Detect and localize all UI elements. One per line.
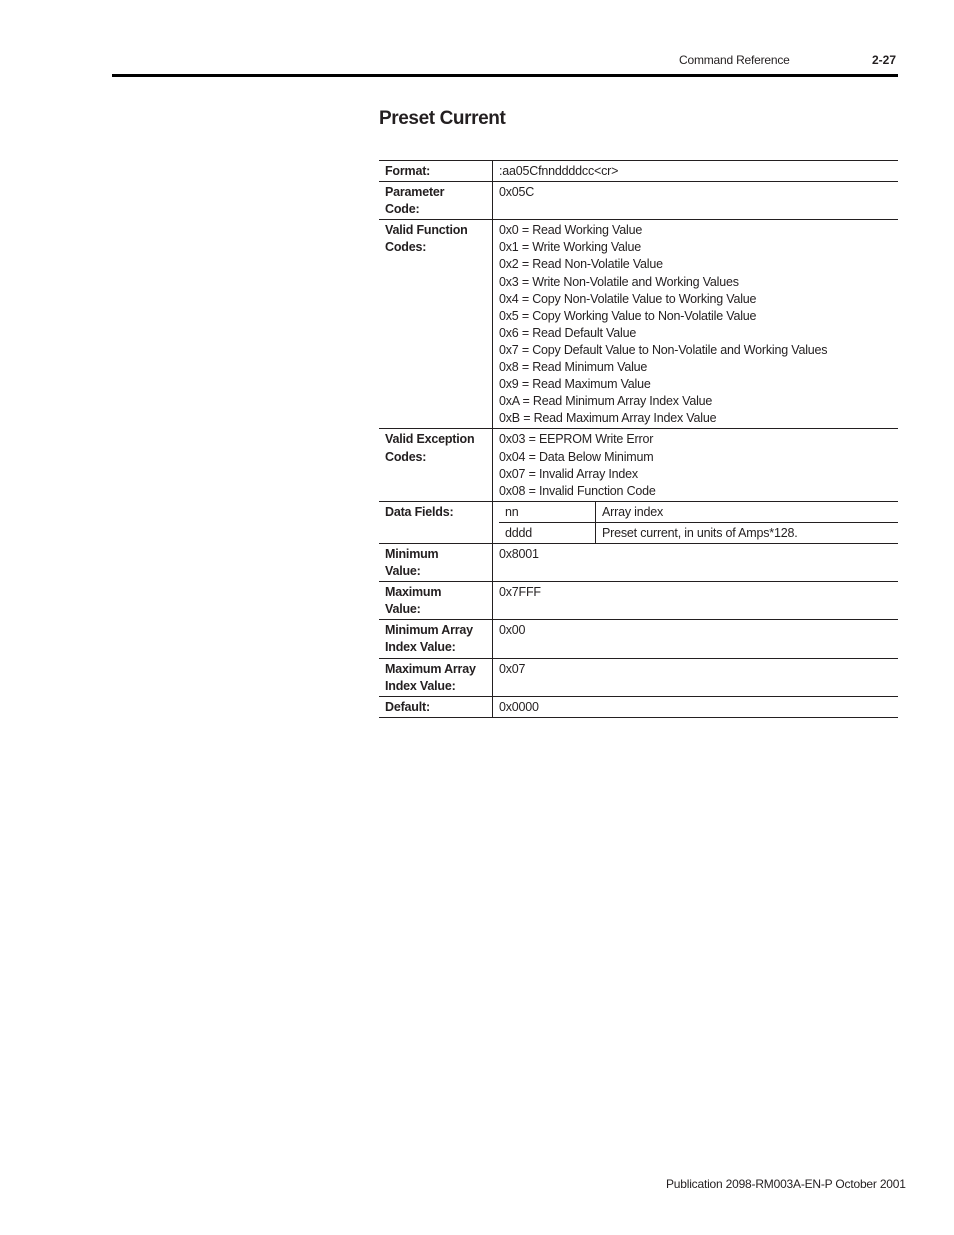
command-spec-table [379,160,898,718]
header-rule [112,74,898,77]
maximum-array-index-value: 0x07 [493,658,899,696]
data-field-description: Array index [602,504,664,519]
function-code-item: 0x6 = Read Default Value [499,325,637,340]
exception-code-item: 0x04 = Data Below Minimum [499,449,654,464]
function-code-item: 0x4 = Copy Non-Volatile Value to Working Value [499,291,757,306]
page-number: 2-27 [872,53,897,67]
exception-code-item: 0x03 = EEPROM Write Error [499,432,654,447]
minimum-array-index-label-line-1: Minimum Array [385,623,473,638]
default-label: Default: [379,696,493,717]
row-valid-exception-codes [379,429,898,501]
maximum-value-label-line-1: Maximum [385,585,442,600]
function-code-item: 0x0 = Read Working Value [499,223,643,238]
section-title: Preset Current [379,108,506,129]
valid-function-codes-label-line-1: Valid Function [385,223,468,238]
data-field-name: dddd [499,522,596,543]
format-value: :aa05Cfnnddddcc<cr> [493,161,899,182]
valid-exception-codes-label-line-2: Codes: [385,449,427,464]
publication-footer: Publication 2098-RM003A-EN-P October 2001 [666,1177,906,1191]
minimum-value-label [379,543,493,581]
default-value: 0x0000 [493,696,899,717]
valid-function-codes-label [379,220,493,429]
function-code-item: 0x5 = Copy Working Value to Non-Volatile Value [499,308,757,323]
row-maximum-value [379,582,898,620]
parameter-code-label-line-2: Code: [385,202,420,217]
function-code-item: 0xB = Read Maximum Array Index Value [499,411,717,426]
row-default [379,696,898,717]
minimum-array-index-value: 0x00 [493,620,899,658]
valid-function-codes-list [493,220,899,429]
parameter-code-value: 0x05C [493,182,899,220]
function-code-item: 0x2 = Read Non-Volatile Value [499,257,663,272]
exception-code-item: 0x08 = Invalid Function Code [499,483,656,498]
row-data-fields [379,501,898,543]
maximum-value: 0x7FFF [493,582,899,620]
parameter-code-label [379,182,493,220]
row-valid-function-codes [379,220,898,429]
row-minimum-value [379,543,898,581]
valid-exception-codes-label-line-1: Valid Exception [385,432,475,447]
row-maximum-array-index [379,658,898,696]
function-code-item: 0x3 = Write Non-Volatile and Working Values [499,274,739,289]
row-minimum-array-index [379,620,898,658]
format-label: Format: [379,161,493,182]
minimum-value-label-line-2: Value: [385,564,421,579]
data-field-name: nn [499,502,596,523]
function-code-item: 0x1 = Write Working Value [499,240,641,255]
function-code-item: 0x8 = Read Minimum Value [499,360,648,375]
data-field-description: Preset current, in units of Amps*128. [596,522,899,543]
valid-function-codes-label-line-2: Codes: [385,240,427,255]
minimum-value-label-line-1: Minimum [385,546,439,561]
minimum-array-index-label-line-2: Index Value: [385,640,456,655]
function-code-item: 0x9 = Read Maximum Value [499,377,651,392]
data-fields-table [499,502,898,543]
maximum-array-index-label-line-2: Index Value: [385,678,456,693]
valid-exception-codes-label [379,429,493,501]
minimum-value: 0x8001 [493,543,899,581]
maximum-value-label [379,582,493,620]
function-code-item: 0x7 = Copy Default Value to Non-Volatile and Working Values [499,342,828,357]
valid-exception-codes-list [493,429,899,501]
data-fields-label: Data Fields: [379,501,493,543]
maximum-array-index-label-line-1: Maximum Array [385,661,476,676]
data-field-row [499,502,898,523]
running-header-section: Command Reference [679,53,790,67]
maximum-value-label-line-2: Value: [385,602,421,617]
function-code-item: 0xA = Read Minimum Array Index Value [499,394,713,409]
data-fields-cell [493,501,899,543]
minimum-array-index-label [379,620,493,658]
parameter-code-label-line-1: Parameter [385,185,445,200]
exception-code-item: 0x07 = Invalid Array Index [499,466,638,481]
data-field-row [499,522,898,543]
row-format [379,161,898,182]
row-parameter-code [379,182,898,220]
maximum-array-index-label [379,658,493,696]
